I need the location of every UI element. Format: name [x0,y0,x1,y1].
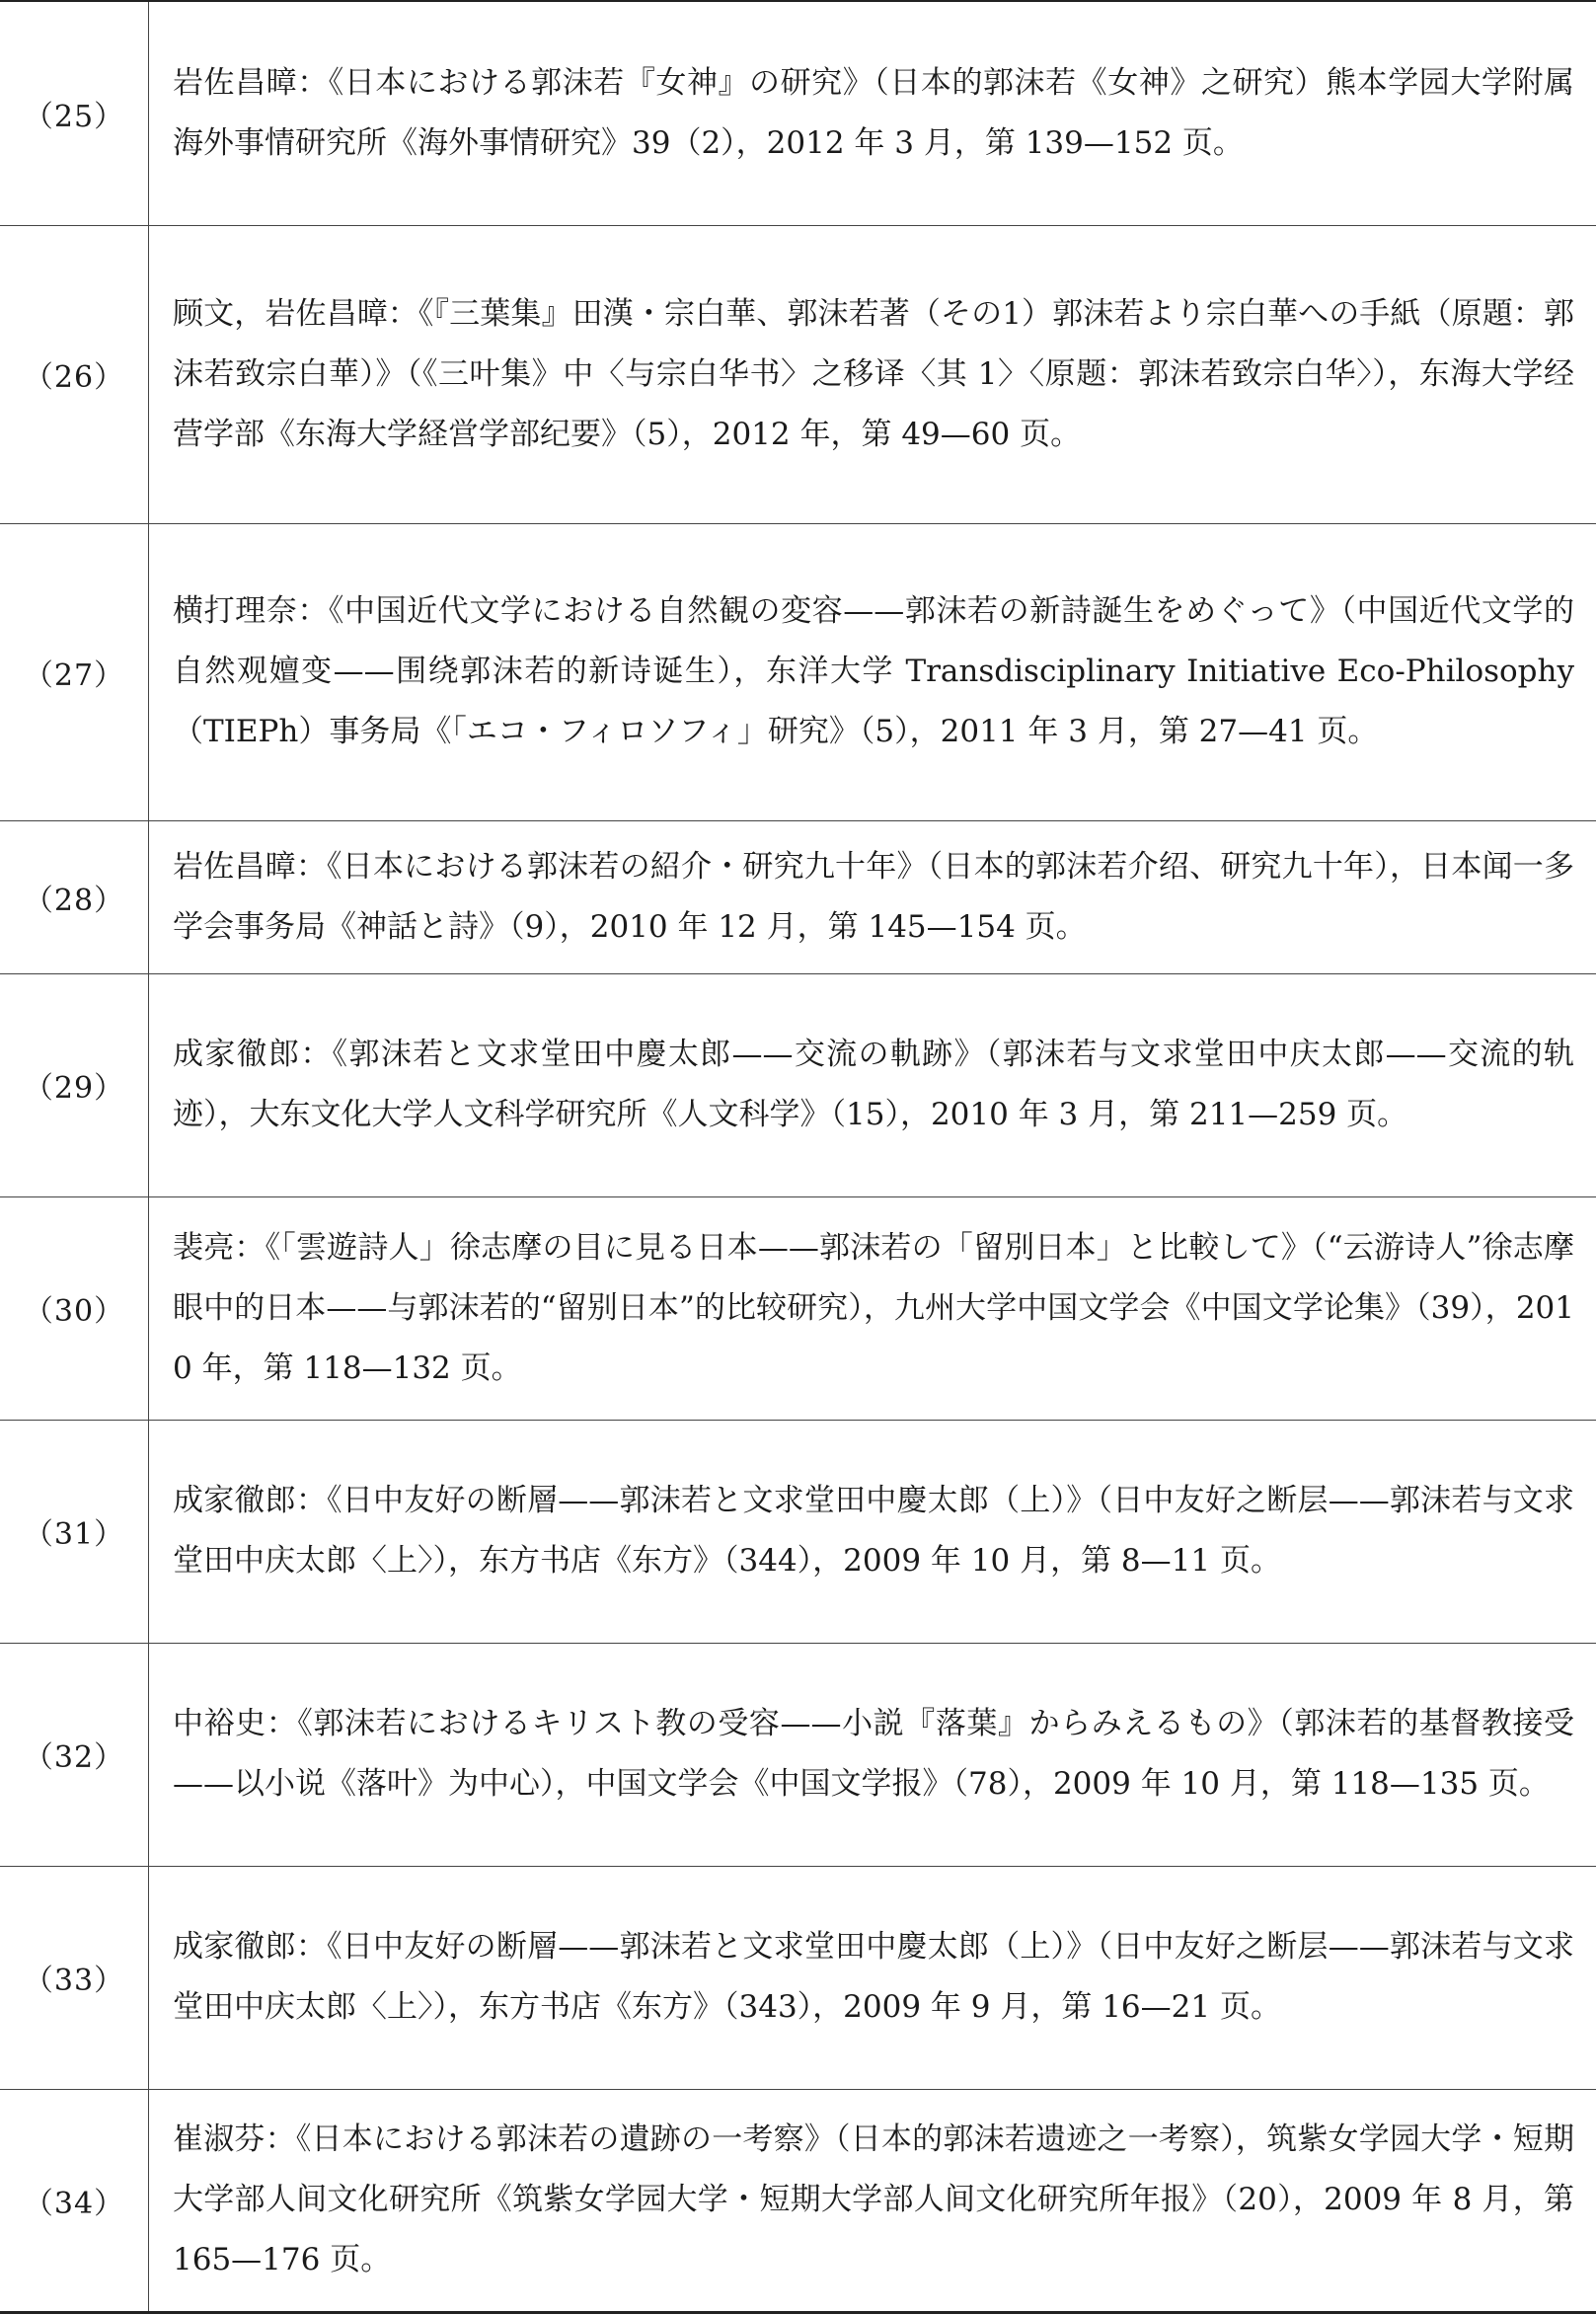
reference-number: （25） [0,1,149,225]
reference-text: 裴亮：《「雲遊詩人」徐志摩の目に見る日本——郭沫若の「留別日本」と比較して》（“云游诗人”徐志摩眼中的日本——与郭沫若的“留别日本”的比较研究），九州大学中国文学会《中国文学论集》（39），2010 年，第 118—132 页。 [149,1196,1596,1420]
reference-number: （32） [0,1643,149,1866]
reference-text: 崔淑芬：《日本における郭沫若の遺跡の一考察》（日本的郭沫若遗迹之一考察），筑紫女学园大学・短期大学部人间文化研究所《筑紫女学园大学・短期大学部人间文化研究所年报》（20），2009 年 8 月，第 165—176 页。 [149,2089,1596,2312]
table-row [0,225,1596,523]
reference-number: （31） [0,1420,149,1643]
reference-number: （27） [0,523,149,820]
table-row [0,1866,1596,2089]
table-row [0,2089,1596,2312]
reference-number: （33） [0,1866,149,2089]
reference-number: （26） [0,225,149,523]
table-row [0,973,1596,1196]
table-row [0,1196,1596,1420]
reference-text: 横打理奈：《中国近代文学における自然観の変容——郭沫若の新詩誕生をめぐって》（中国近代文学的自然观嬗变——围绕郭沫若的新诗诞生），东洋大学 Transdisciplinary Initiative Eco-Philosophy（TIEPh）事务局《「エコ・フィロソフィ」研究》（5），2011 年 3 月，第 27—41 页。 [149,523,1596,820]
table-row [0,1,1596,225]
reference-text: 成家徹郎：《日中友好の断層——郭沫若と文求堂田中慶太郎（上）》（日中友好之断层——郭沫若与文求堂田中庆太郎〈上〉），东方书店《东方》（344），2009 年 10 月，第 8—11 页。 [149,1420,1596,1643]
table-row [0,1643,1596,1866]
table-row [0,820,1596,973]
reference-text: 成家徹郎：《郭沫若と文求堂田中慶太郎——交流の軌跡》（郭沫若与文求堂田中庆太郎——交流的轨迹），大东文化大学人文科学研究所《人文科学》（15），2010 年 3 月，第 211—259 页。 [149,973,1596,1196]
reference-text: 岩佐昌暲：《日本における郭沫若の紹介・研究九十年》（日本的郭沫若介绍、研究九十年），日本闻一多学会事务局《神話と詩》（9），2010 年 12 月，第 145—154 页。 [149,820,1596,973]
reference-text: 中裕史：《郭沫若におけるキリスト教の受容——小説『落葉』からみえるもの》（郭沫若的基督教接受——以小说《落叶》为中心），中国文学会《中国文学报》（78），2009 年 10 月，第 118—135 页。 [149,1643,1596,1866]
table-row [0,523,1596,820]
reference-number: （34） [0,2089,149,2312]
reference-text: 顾文，岩佐昌暲：《『三葉集』田漢・宗白華、郭沫若著（その1）郭沫若より宗白華への手紙（原題：郭沫若致宗白華）》（《三叶集》中〈与宗白华书〉之移译〈其 1〉〈原题：郭沫若致宗白华〉），东海大学经营学部《东海大学経営学部纪要》（5），2012 年，第 49—60 页。 [149,225,1596,523]
reference-text: 岩佐昌暲：《日本における郭沫若『女神』の研究》（日本的郭沫若《女神》之研究）熊本学园大学附属海外事情研究所《海外事情研究》39（2），2012 年 3 月，第 139—152 页。 [149,1,1596,225]
reference-number: （29） [0,973,149,1196]
reference-text: 成家徹郎：《日中友好の断層——郭沫若と文求堂田中慶太郎（上）》（日中友好之断层——郭沫若与文求堂田中庆太郎〈上〉），东方书店《东方》（343），2009 年 9 月，第 16—21 页。 [149,1866,1596,2089]
reference-number: （28） [0,820,149,973]
table-row [0,1420,1596,1643]
reference-number: （30） [0,1196,149,1420]
